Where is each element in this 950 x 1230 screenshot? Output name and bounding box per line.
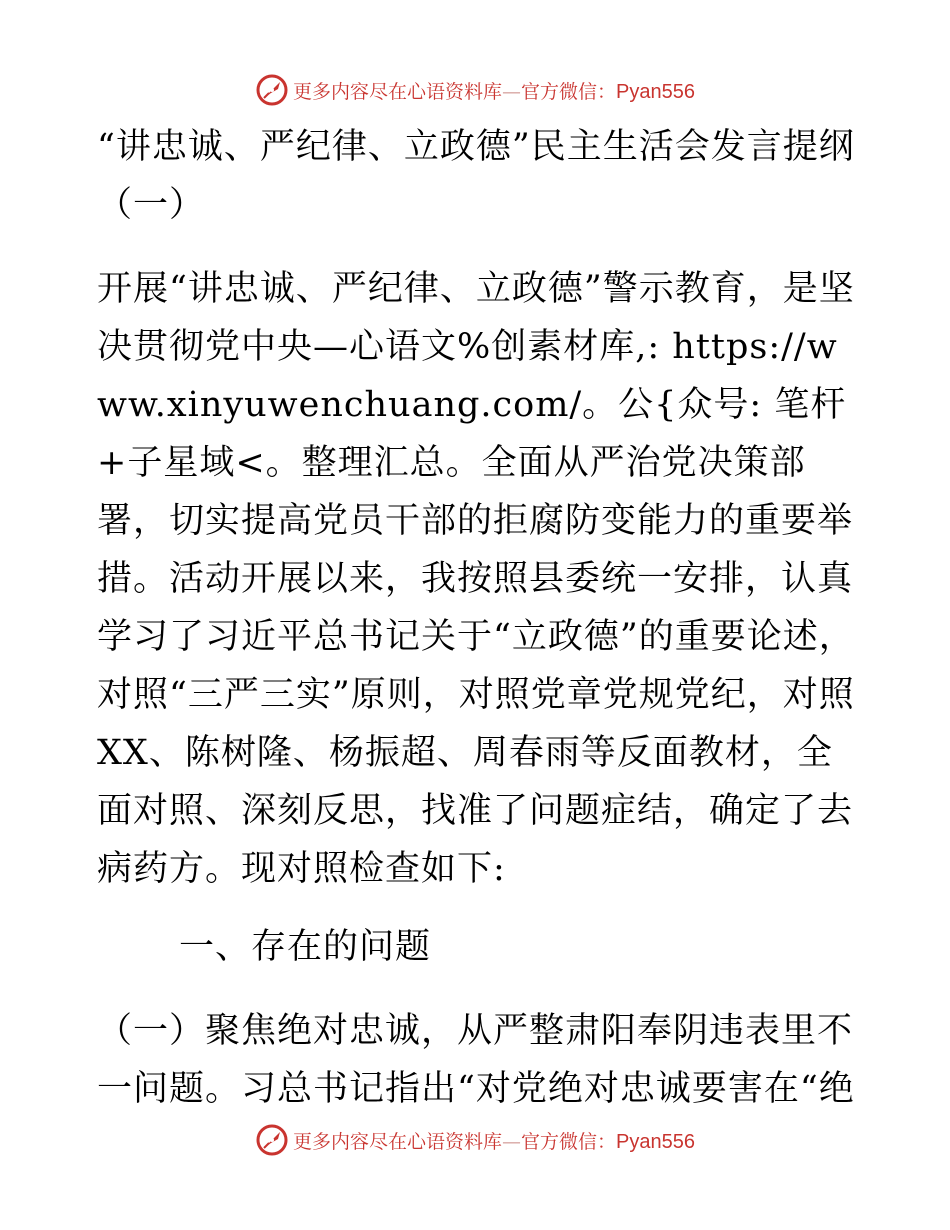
watermark-footer [0, 1120, 950, 1160]
document-title: “讲忠诚、严纪律、立政德”民主生活会发言提纲（一） [97, 127, 855, 225]
watermark-header [0, 70, 950, 110]
quill-logo-icon [255, 1123, 289, 1157]
subsection-paragraph: （一）聚焦绝对忠诚，从严整肃阳奉阴违表里不一问题。习总书记指出“对党绝对忠诚要害在“绝 [97, 1011, 855, 1109]
quill-logo-icon [255, 73, 289, 107]
section-heading: 一、存在的问题 [179, 927, 432, 967]
watermark-text: 更多内容尽在心语资料库—官方微信：Pyan556 [293, 1130, 695, 1153]
watermark-text: 更多内容尽在心语资料库—官方微信：Pyan556 [293, 80, 695, 103]
document-body [97, 118, 857, 1118]
intro-paragraph: 开展“讲忠诚、严纪律、立政德”警示教育，是坚决贯彻党中央—心语文%创素材库,: https://www.xinyuwenchuang.com/。公{众号: 笔杆+子星域<。整理汇总。全面从严治党决策部署，切实提高党员干部的拒腐防变能力的重要举措。活动开展以来，我按照县委统一安排，认真学习了习近平总书记关于“立政德”的重要论述，对照“三严三实”原则，对照党章党规党纪，对照XX、陈树隆、杨振超、周春雨等反面教材，全面对照、深刻反思，找准了问题症结，确定了去病药方。现对照检查如下: [97, 269, 855, 889]
